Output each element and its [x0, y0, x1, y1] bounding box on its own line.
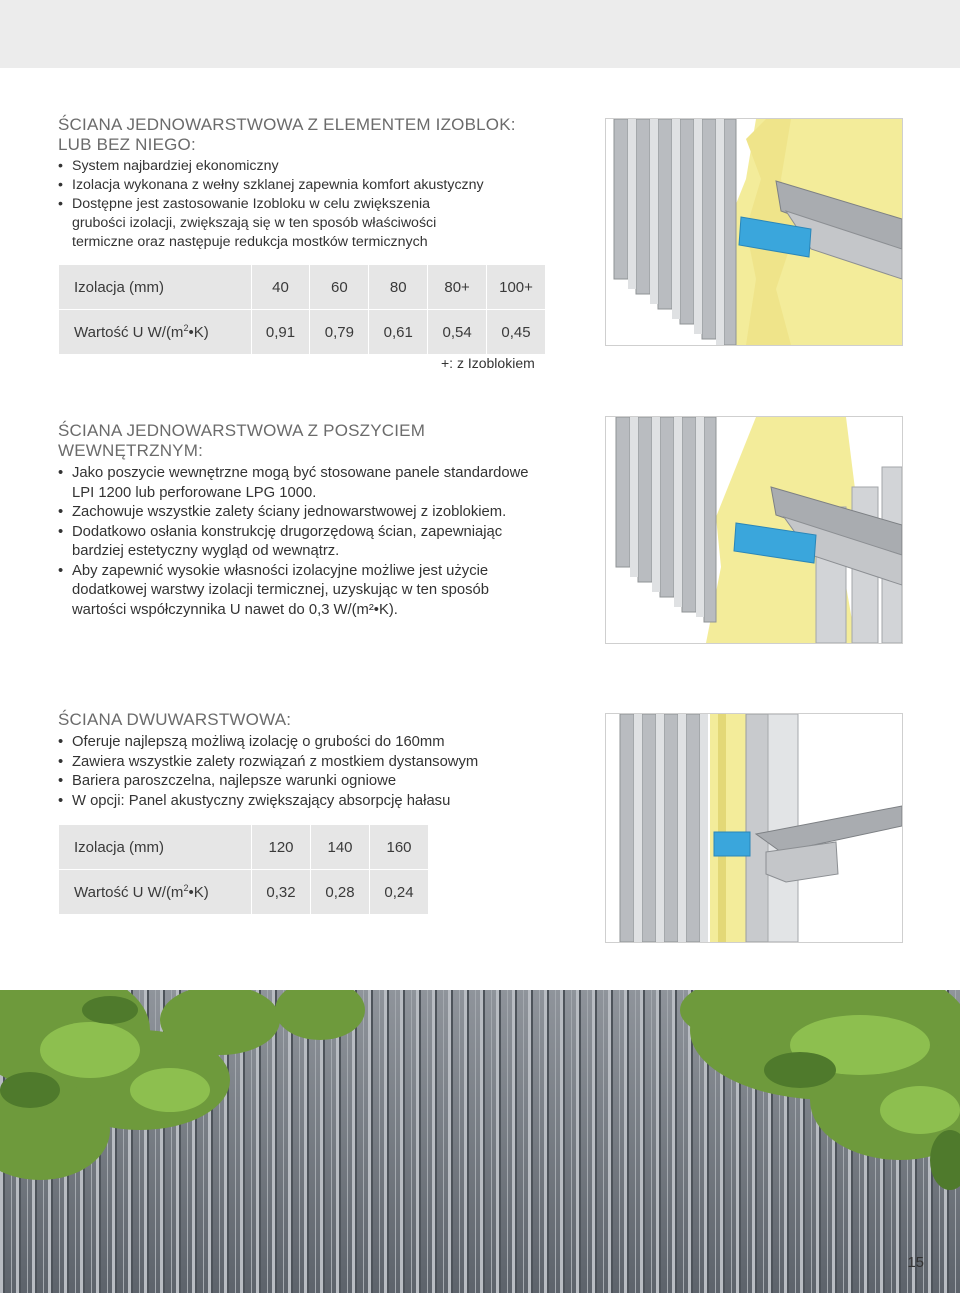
table-row	[59, 310, 546, 355]
feature-list	[58, 464, 578, 620]
table-header-cell: Izolacja (mm)	[59, 265, 252, 310]
table-header-cell	[59, 310, 252, 355]
section-double-layer	[58, 710, 578, 811]
section-title	[58, 115, 568, 155]
label-text: •K)	[188, 324, 209, 341]
section-title-line: ŚCIANA JEDNOWARSTWOWA Z ELEMENTEM IZOBLOK:	[58, 115, 516, 134]
list-item: • Dodatkowo osłania konstrukcję drugorzędową ścian, zapewniając bardziej estetyczny wygląd od wewnątrz.	[58, 523, 578, 562]
list-item: • Oferuje najlepszą możliwą izolację o grubości do 160mm	[58, 733, 578, 753]
table-row	[59, 870, 429, 915]
list-item: • Izolacja wykonana z wełny szklanej zapewnia komfort akustyczny	[58, 176, 568, 195]
table-cell: 0,28	[311, 870, 370, 915]
list-item: • System najbardziej ekonomiczny	[58, 157, 568, 176]
table-row	[59, 825, 429, 870]
table-cell: 0,32	[252, 870, 311, 915]
section-title	[58, 710, 578, 730]
wall-illustration-izoblok	[605, 118, 903, 346]
table-header-cell	[59, 870, 252, 915]
list-item: • Dostępne jest zastosowanie Izobloku w celu zwiększenia grubości izolacji, zwiększają się w ten sposób właściwości termiczne oraz następuje redukcja mostków termicznych	[58, 195, 568, 252]
table-cell: 0,45	[487, 310, 546, 355]
table-cell: 40	[251, 265, 310, 310]
list-item: • W opcji: Panel akustyczny zwiększający absorpcję hałasu	[58, 792, 578, 812]
table-cell: 60	[310, 265, 369, 310]
wall-illustration-double-layer	[605, 713, 903, 943]
wall-section-graphic	[606, 119, 902, 345]
label-sup: 2	[183, 883, 189, 893]
facade-photo-graphic	[0, 990, 960, 1293]
feature-list	[58, 733, 578, 811]
table-header-cell: Izolacja (mm)	[59, 825, 252, 870]
top-gray-band	[0, 0, 960, 68]
section-single-layer-inner-lining	[58, 421, 578, 620]
list-item: • Bariera paroszczelna, najlepsze warunki ogniowe	[58, 772, 578, 792]
wall-illustration-inner-lining	[605, 416, 903, 644]
insulation-table-double	[58, 824, 429, 915]
table-cell: 80+	[428, 265, 487, 310]
table-cell: 100+	[487, 265, 546, 310]
building-facade-photo	[0, 990, 960, 1293]
section-title-line: LUB BEZ NIEGO:	[58, 135, 196, 154]
section-title-line: ŚCIANA JEDNOWARSTWOWA Z POSZYCIEM	[58, 421, 426, 440]
feature-list	[58, 157, 568, 252]
table-cell: 140	[311, 825, 370, 870]
label-text: Wartość U W/(m	[74, 884, 184, 901]
wall-section-graphic	[606, 417, 902, 643]
table-cell: 0,24	[370, 870, 429, 915]
table-cell: 120	[252, 825, 311, 870]
table-cell: 0,61	[369, 310, 428, 355]
section-single-layer-izoblok	[58, 115, 568, 252]
page-number: 15	[907, 1254, 924, 1271]
table-cell: 0,91	[251, 310, 310, 355]
table-footnote: +: z Izoblokiem	[441, 355, 535, 371]
table-cell: 160	[370, 825, 429, 870]
table-cell: 80	[369, 265, 428, 310]
table-cell: 0,79	[310, 310, 369, 355]
list-item: • Aby zapewnić wysokie własności izolacyjne możliwe jest użycie dodatkowej warstwy izolacji termicznej, uzyskując w ten sposób wartości współczynnika U nawet do 0,3 W/(m²•K).	[58, 562, 578, 621]
label-text: Wartość U W/(m	[74, 324, 184, 341]
table-cell: 0,54	[428, 310, 487, 355]
label-text: •K)	[188, 884, 209, 901]
section-title-line: WEWNĘTRZNYM:	[58, 441, 203, 460]
list-item: • Jako poszycie wewnętrzne mogą być stosowane panele standardowe LPI 1200 lub perforowane LPG 1000.	[58, 464, 578, 503]
section-title	[58, 421, 578, 461]
wall-section-graphic	[606, 714, 902, 942]
table-row	[59, 265, 546, 310]
list-item: • Zawiera wszystkie zalety rozwiązań z mostkiem dystansowym	[58, 753, 578, 773]
label-sup: 2	[183, 323, 189, 333]
insulation-table-single	[58, 264, 546, 355]
list-item: • Zachowuje wszystkie zalety ściany jednowarstwowej z izoblokiem.	[58, 503, 578, 523]
section-title-line: ŚCIANA DWUWARSTWOWA:	[58, 710, 292, 729]
